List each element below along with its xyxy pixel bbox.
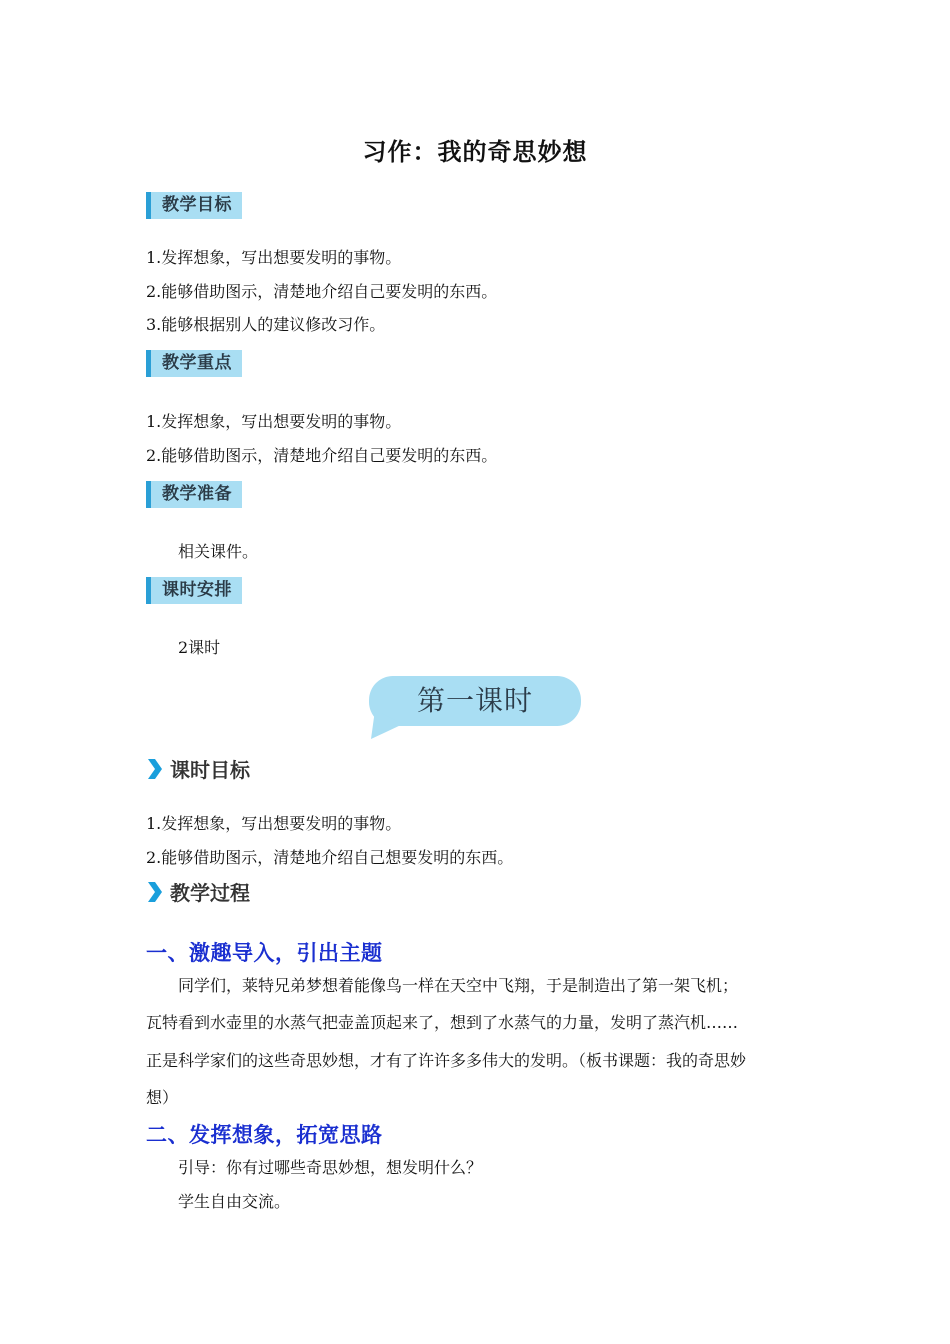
part1-paragraph-line-1: 同学们，莱特兄弟梦想着能像鸟一样在天空中飞翔，于是制造出了第一架飞机； [178, 976, 739, 995]
part1-paragraph-line-4: 想） [146, 1088, 179, 1107]
lesson-banner-text: 第一课时 [416, 684, 533, 717]
subheading-teaching-process [146, 880, 250, 906]
part2-line-2: 学生自由交流。 [178, 1192, 291, 1211]
key-point-item-1: 1.发挥想象，写出想要发明的事物。 [146, 412, 402, 431]
section-tag-key-points: 教学重点 [146, 350, 242, 377]
lesson-goal-item-2: 2.能够借助图示，清楚地介绍自己想要发明的东西。 [146, 848, 514, 867]
lesson-goal-item-1: 1.发挥想象，写出想要发明的事物。 [146, 814, 402, 833]
part2-line-1: 引导：你有过哪些奇思妙想，想发明什么？ [178, 1158, 483, 1177]
schedule-item: 2课时 [178, 638, 221, 657]
lesson-banner [369, 676, 581, 740]
key-point-item-2: 2.能够借助图示，清楚地介绍自己要发明的东西。 [146, 446, 498, 465]
document-title: 习作：我的奇思妙想 [362, 138, 588, 166]
section-tag-preparation: 教学准备 [146, 481, 242, 508]
goal-item-2: 2.能够借助图示，清楚地介绍自己要发明的东西。 [146, 282, 498, 301]
subheading-lesson-goals-label: 课时目标 [170, 758, 250, 782]
preparation-item: 相关课件。 [178, 542, 259, 561]
chevron-right-icon [146, 881, 164, 903]
part1-paragraph-line-2: 瓦特看到水壶里的水蒸气把壶盖顶起来了，想到了水蒸气的力量，发明了蒸汽机…… [146, 1013, 739, 1032]
section-tag-teaching-goals: 教学目标 [146, 192, 242, 219]
section-tag-schedule: 课时安排 [146, 577, 242, 604]
part1-heading: 一、激趣导入，引出主题 [146, 941, 383, 965]
goal-item-3: 3.能够根据别人的建议修改习作。 [146, 315, 386, 334]
part1-paragraph-line-3: 正是科学家们的这些奇思妙想，才有了许许多多伟大的发明。（板书课题：我的奇思妙 [146, 1051, 747, 1070]
chevron-right-icon [146, 758, 164, 780]
subheading-lesson-goals [146, 757, 250, 783]
part2-heading: 二、发挥想象，拓宽思路 [146, 1123, 383, 1147]
subheading-teaching-process-label: 教学过程 [170, 881, 250, 905]
goal-item-1: 1.发挥想象，写出想要发明的事物。 [146, 248, 402, 267]
